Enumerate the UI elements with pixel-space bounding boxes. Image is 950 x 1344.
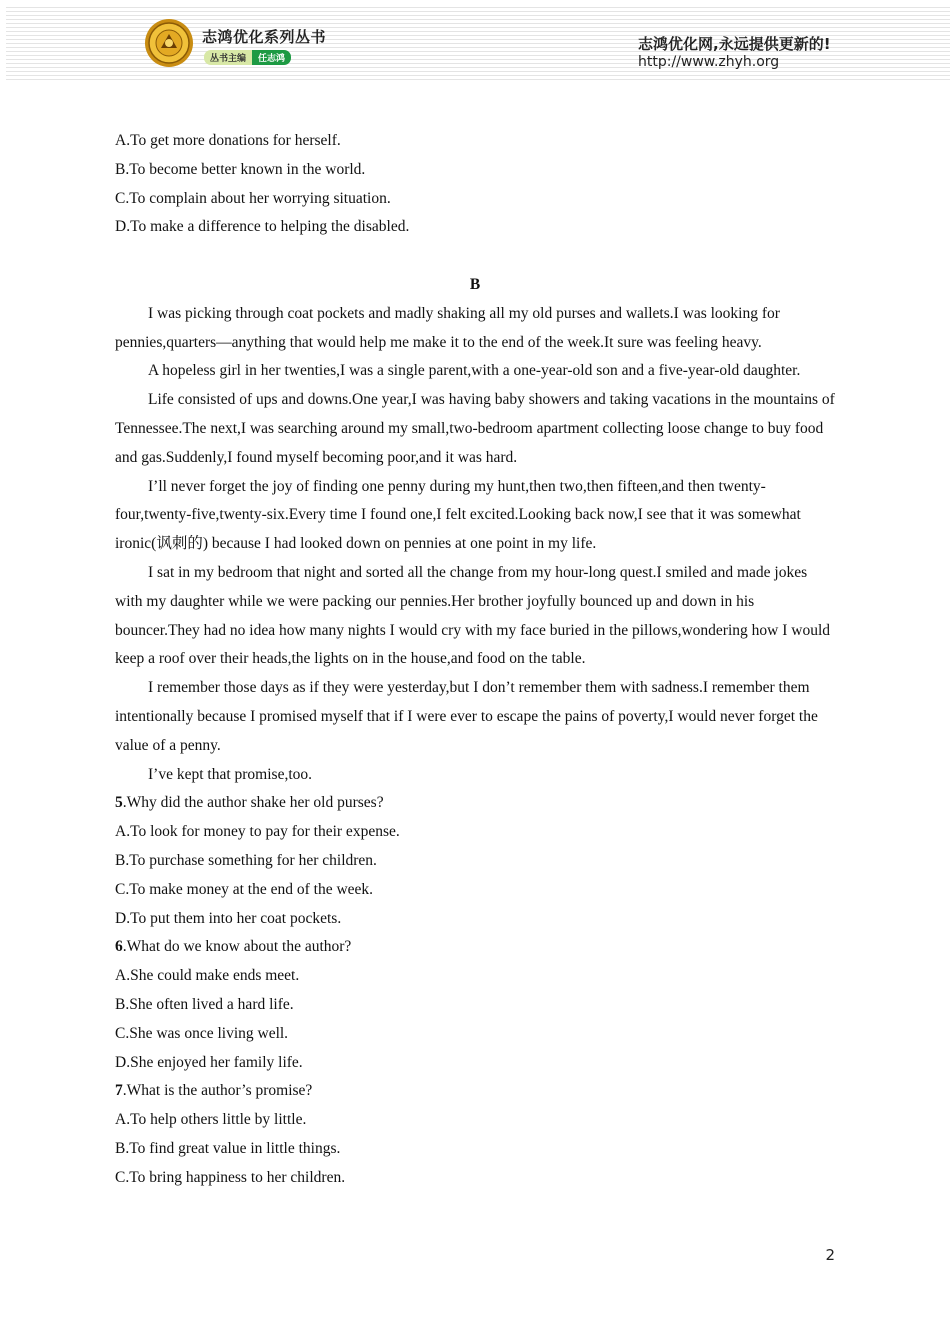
option-line: D.She enjoyed her family life. <box>115 1053 303 1071</box>
spacer <box>115 242 835 271</box>
editor-label: 丛书主编 <box>204 50 252 65</box>
question-stem <box>115 789 835 818</box>
site-slogan: 志鸿优化网,永远提供更新的! <box>638 35 831 53</box>
question-number: 7 <box>115 1082 123 1100</box>
passage-paragraph: I was picking through coat pockets and madly shaking all my old purses and wallets.I was looking for pennies,quarters—anything that would help me make it to the end of the week.It sure was feeling heavy. <box>115 304 780 351</box>
option-line: A.She could make ends meet. <box>115 967 300 985</box>
page-number: 2 <box>825 1246 835 1264</box>
editor-badge <box>204 50 291 65</box>
option-line: B.To purchase something for her children. <box>115 851 377 869</box>
series-title: 志鸿优化系列丛书 <box>202 28 327 46</box>
option-line: C.She was once living well. <box>115 1024 289 1042</box>
passage-paragraph: A hopeless girl in her twenties,I was a single parent,with a one-year-old son and a five-year-old daughter. <box>148 362 801 380</box>
option-line: C.To make money at the end of the week. <box>115 880 374 898</box>
editor-name: 任志鸿 <box>252 50 291 65</box>
option-line: D.To put them into her coat pockets. <box>115 909 342 927</box>
section-title: B <box>469 275 481 293</box>
question-stem <box>115 933 835 962</box>
passage-paragraph: I’ve kept that promise,too. <box>148 765 312 783</box>
question-text: .What is the author’s promise? <box>122 1082 313 1100</box>
site-url[interactable]: http://www.zhyh.org <box>638 54 780 70</box>
option-line: C.To complain about her worrying situation. <box>115 189 391 207</box>
document-body <box>115 127 835 1192</box>
option-line: B.To become better known in the world. <box>115 160 366 178</box>
page-header <box>6 4 950 80</box>
option-line: C.To bring happiness to her children. <box>115 1168 346 1186</box>
option-line: B.She often lived a hard life. <box>115 995 294 1013</box>
publisher-seal-icon <box>144 18 194 68</box>
question-text: .What do we know about the author? <box>122 938 352 956</box>
question-text: .Why did the author shake her old purses? <box>122 794 384 812</box>
passage-paragraph: I remember those days as if they were yesterday,but I don’t remember them with sadness.I remember them intentionally because I promised myself that if I were ever to escape the pains of poverty,I would never forget the value of a penny. <box>115 679 818 754</box>
passage-paragraph: Life consisted of ups and downs.One year,I was having baby showers and taking vacations in the mountains of Tennessee.The next,I was searching around my small,two-bedroom apartment collecting loose change to buy food and gas.Suddenly,I found myself becoming poor,and it was hard. <box>115 391 835 466</box>
option-line: A.To get more donations for herself. <box>115 132 341 149</box>
question-number: 5 <box>115 794 123 812</box>
option-line: A.To look for money to pay for their expense. <box>115 823 400 841</box>
passage-paragraph: I sat in my bedroom that night and sorted all the change from my hour-long quest.I smiled and made jokes with my daughter while we were packing our pennies.Her brother joyfully bounced up and down in his bouncer.They had no idea how many nights I would cry with my face buried in the pillows,wondering how I would keep a roof over their heads,the lights on in the house,and food on the table. <box>115 563 831 668</box>
option-line: A.To help others little by little. <box>115 1111 307 1129</box>
option-line: B.To find great value in little things. <box>115 1139 341 1157</box>
passage-paragraph: I’ll never forget the joy of finding one penny during my hunt,then two,then fifteen,and then twenty-four,twenty-five,twenty-six.Every time I found one,I felt excited.Looking back now,I see that it was somewhat ironic(讽刺的) because I had looked down on pennies at one point in my life. <box>115 477 801 553</box>
question-stem <box>115 1077 835 1106</box>
option-line: D.To make a difference to helping the disabled. <box>115 218 410 236</box>
question-number: 6 <box>115 938 123 956</box>
